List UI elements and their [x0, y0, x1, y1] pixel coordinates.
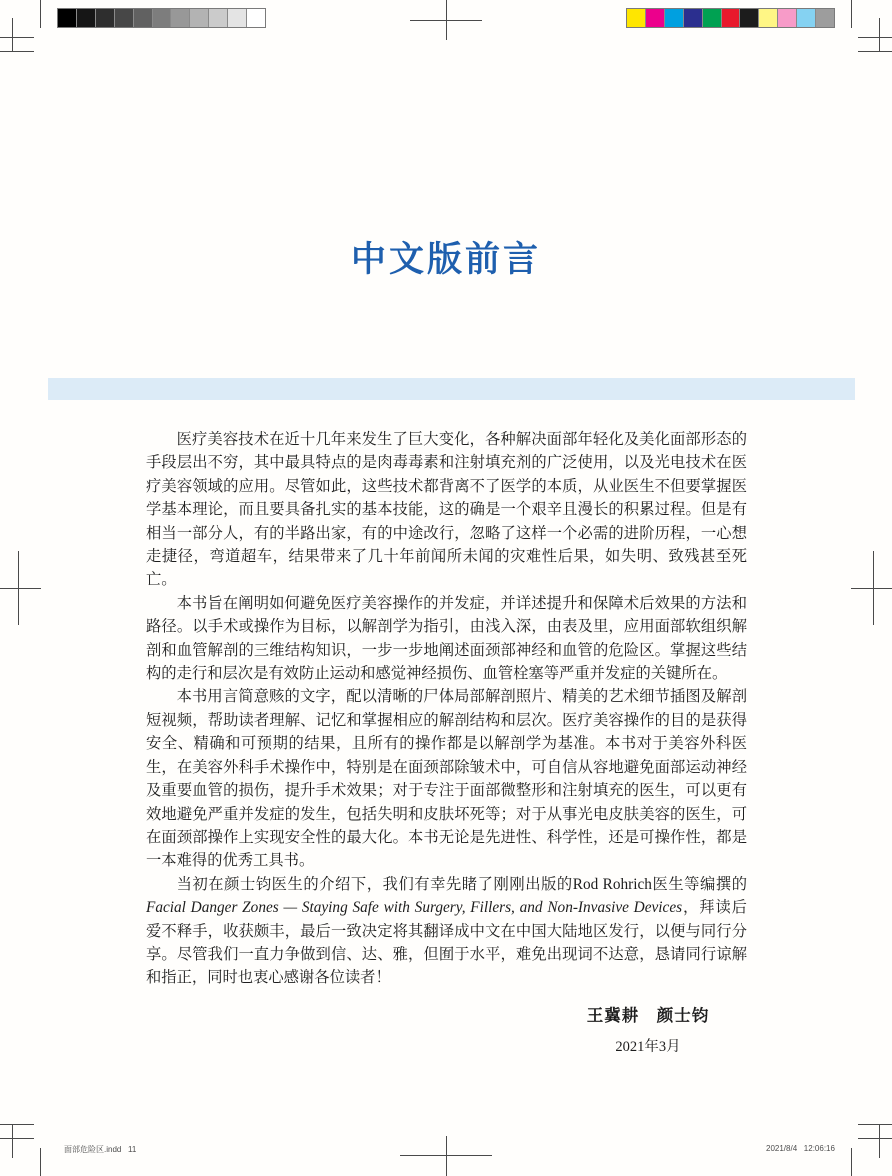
color-swatch — [58, 9, 77, 27]
crop-mark-bottom-left — [40, 1148, 41, 1176]
preface-paragraph-3: 本书用言简意赅的文字，配以清晰的尸体局部解剖照片、精美的艺术细节插图及解剖短视频，帮助读者理解、记忆和掌握相应的解剖结构和层次。医疗美容操作的目的是获得安全、精确和可预期的结果，且所有的操作都是以解剖学为基准。本书对于美容外科医生，在美容外科手术操作中，特别是在面颈部除皱术中，可自信从容地避免面部运动神经及重要血管的损伤，提升手术效果；对于专注于面部微整形和注射填充的医生，可以更有效地避免严重并发症的发生，包括失明和皮肤坏死等；对于从事光电皮肤美容的医生，可在面颈部操作上实现安全性的最大化。本书无论是先进性、科学性，还是可操作性，都是一本难得的优秀工具书。 — [146, 688, 747, 870]
color-swatch — [134, 9, 153, 27]
crop-mark-top-right — [879, 18, 880, 52]
crop-mark-bottom-right — [858, 1138, 892, 1139]
registration-cross-left — [0, 588, 41, 589]
preface-paragraph-2: 本书旨在阐明如何避免医疗美容操作的并发症，并详述提升和保障术后效果的方法和路径。以手术或操作为目标，以解剖学为指引，由浅入深，由表及里，应用面部软组织解剖和血管解剖的三维结构知识，一步一步地阐述面颈部神经和血管的危险区。掌握这些结构的走行和层次是有效防止运动和感觉神经损伤、血管栓塞等严重并发症的关键所在。 — [146, 594, 747, 683]
color-swatch — [96, 9, 115, 27]
page-title: 中文版前言 — [350, 240, 541, 279]
registration-cross-bottom — [400, 1155, 492, 1156]
crop-mark-top-left — [12, 18, 13, 52]
crop-mark-bottom-right — [851, 1148, 852, 1176]
color-swatch — [740, 9, 759, 27]
preface-body — [146, 428, 747, 990]
crop-mark-top-right — [851, 0, 852, 28]
color-swatch — [703, 9, 722, 27]
grayscale-calibration-bar — [57, 8, 266, 28]
preface-paragraph-4 — [146, 873, 747, 990]
translator-names: 王冀耕 颜士钧 — [586, 1006, 710, 1025]
crop-mark-top-right — [858, 37, 892, 38]
color-swatch — [778, 9, 797, 27]
color-swatch — [684, 9, 703, 27]
color-swatch — [247, 9, 265, 27]
document-filename-slug: 面部危险区.indd 11 — [64, 1145, 137, 1154]
color-swatch — [816, 9, 834, 27]
english-book-title: Facial Danger Zones — Staying Safe with Surgery, Fillers, and Non-Invasive Devices — [146, 899, 683, 917]
crop-mark-bottom-right — [858, 1124, 892, 1125]
signature-block — [543, 1002, 753, 1056]
crop-mark-bottom-left — [0, 1138, 34, 1139]
color-swatch — [722, 9, 741, 27]
signature-date: 2021年3月 — [615, 1039, 681, 1055]
color-swatch — [228, 9, 247, 27]
paragraph-4-tail: ，拜读后爱不释手，收获颇丰，最后一致决定将其翻译成中文在中国大陆地区发行，以便与同行分享。尽管我们一直力争做到信、达、雅，但囿于水平，难免出现词不达意，恳请同行谅解和指正，同时也衷心感谢各位读者！ — [146, 899, 747, 987]
color-swatch — [646, 9, 665, 27]
color-swatch — [627, 9, 646, 27]
color-swatch — [77, 9, 96, 27]
color-swatch — [115, 9, 134, 27]
timestamp-slug: 2021/8/4 12:06:16 — [766, 1144, 835, 1153]
color-swatch — [190, 9, 209, 27]
color-swatch — [797, 9, 816, 27]
crop-mark-top-left — [40, 0, 41, 28]
color-swatch — [171, 9, 190, 27]
crop-mark-top-left — [0, 51, 34, 52]
color-swatch — [665, 9, 684, 27]
crop-mark-bottom-right — [879, 1124, 880, 1158]
registration-cross-right — [851, 588, 892, 589]
color-calibration-bar — [626, 8, 835, 28]
registration-cross-bottom — [446, 1136, 447, 1176]
color-swatch — [209, 9, 228, 27]
color-swatch — [153, 9, 172, 27]
crop-mark-top-left — [0, 37, 34, 38]
decorative-band — [48, 378, 855, 400]
crop-mark-bottom-left — [0, 1124, 34, 1125]
preface-paragraph-1: 医疗美容技术在近十几年来发生了巨大变化，各种解决面部年轻化及美化面部形态的手段层出不穷，其中最具特点的是肉毒毒素和注射填充剂的广泛使用，以及光电技术在医疗美容领域的应用。尽管如此，这些技术都背离不了医学的本质，从业医生不但要掌握医学基本理论，而且要具备扎实的基本技能，这的确是一个艰辛且漫长的积累过程。但是有相当一部分人，有的半路出家，有的中途改行，忽略了这样一个必需的进阶历程，一心想走捷径，弯道超车，结果带来了几十年前闻所未闻的灾难性后果，如失明、致残甚至死亡。 — [146, 431, 747, 589]
registration-cross-top — [410, 20, 482, 21]
color-swatch — [759, 9, 778, 27]
paragraph-4-lead: 当初在颜士钧医生的介绍下，我们有幸先睹了刚刚出版的Rod Rohrich医生等编撰的 — [176, 875, 747, 893]
crop-mark-bottom-left — [12, 1124, 13, 1158]
crop-mark-top-right — [858, 51, 892, 52]
